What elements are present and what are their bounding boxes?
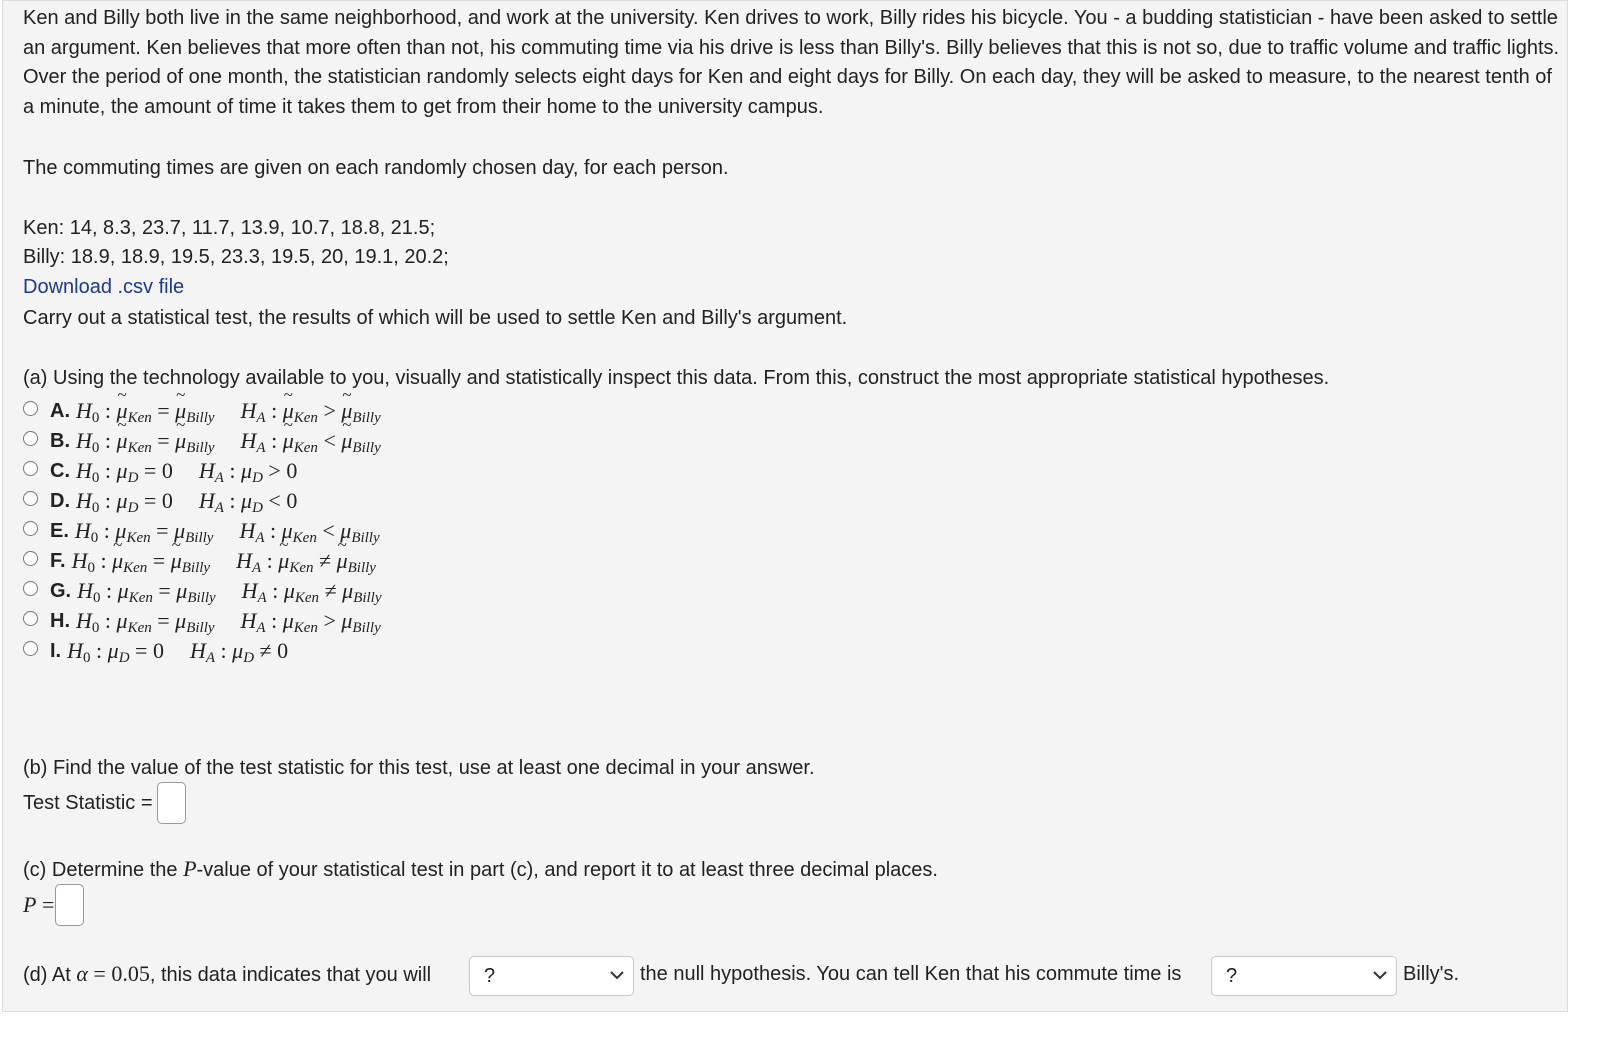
p-value-input[interactable] xyxy=(55,884,84,926)
option-i[interactable] xyxy=(23,636,288,666)
chevron-down-icon xyxy=(609,969,625,981)
download-csv-link[interactable]: Download .csv file xyxy=(23,276,185,298)
option-g-hypotheses: $H_0$ : $\mu_{Ken} = \mu_{Billy}$ $H_A$ : $\mu_{Ken} \ne \mu_{Billy}$ xyxy=(77,578,382,606)
option-e-label: E. xyxy=(50,519,69,542)
option-e-hypotheses: $H_0$ : $\mu_{Ken} = \mu_{Billy}$ $H_A$ : $\mu_{Ken} < \mu_{Billy}$ xyxy=(74,518,380,546)
option-c[interactable] xyxy=(23,456,297,486)
option-g[interactable] xyxy=(23,576,382,606)
option-f-label: F. xyxy=(50,549,66,572)
part-b-prompt: (b) Find the value of the test statistic for this test, use at least one decimal in your answer. xyxy=(23,757,815,779)
option-g-label: G. xyxy=(50,579,72,602)
part-d-text-start: (d) At α = 0.05, this data indicates that you will xyxy=(23,961,432,986)
option-a-hypotheses: $H_0$ : ~ $\mu_{Ken}$ = ~ $\mu_{Billy}$ $H_A$ : ~ $\mu_{Ken}$ > ~ $\mu_{Billy}$ xyxy=(76,398,381,424)
ken-data: Ken: 14, 8.3, 23.7, 11.7, 13.9, 10.7, 18.8, 21.5; xyxy=(23,217,436,239)
part-c-prompt-end: -value of your statistical test in part (c), and report it to at least three decimal places. xyxy=(196,859,938,881)
option-d-label: D. xyxy=(50,489,70,512)
problem-intro: Ken and Billy both live in the same neighborhood, and work at the university. Ken drives to work, Billy rides his bicycle. You - a budding statistician - have been asked to settle an argument. Ken believes that more often than not, his commuting time via his drive is less than Billy's. Billy believes that this is not so, due to traffic volume and traffic lights. Over the period of one month, the statistician randomly selects eight days for Ken and eight days for Billy. On each day, they will be asked to measure, to the nearest tenth of a minute, the amount of time it takes them to get from their home to the university campus. xyxy=(23,7,1560,118)
option-d[interactable] xyxy=(23,486,297,516)
option-a-radio[interactable] xyxy=(23,401,38,416)
option-b-label: B. xyxy=(50,429,70,452)
part-d-text-middle: the null hypothesis. You can tell Ken that his commute time is xyxy=(640,963,1182,985)
option-b-radio[interactable] xyxy=(23,431,38,446)
test-statistic-row xyxy=(23,781,186,825)
option-h-label: H. xyxy=(50,609,70,632)
test-statistic-label: Test Statistic = xyxy=(23,792,153,814)
option-f[interactable] xyxy=(23,546,376,576)
question-panel xyxy=(2,0,1568,1012)
commute-comparison-value: ? xyxy=(1226,965,1238,987)
instruction: Carry out a statistical test, the results of which will be used to settle Ken and Billy's argument. xyxy=(23,307,848,329)
p-value-row xyxy=(23,883,84,927)
part-a-prompt: (a) Using the technology available to you, visually and statistically inspect this data. From this, construct the most appropriate statistical hypotheses. xyxy=(23,367,1330,389)
option-h-radio[interactable] xyxy=(23,611,38,626)
part-c-prompt: (c) Determine the P-value of your statistical test in part (c), and report it to at least three decimal places. xyxy=(23,856,938,881)
p-value-label: P = xyxy=(23,892,55,917)
option-c-hypotheses: $H_0$ : $\mu_D = 0$ $H_A$ : $\mu_D > 0$ xyxy=(76,458,298,486)
option-a[interactable] xyxy=(23,396,381,426)
billy-data: Billy: 18.9, 18.9, 19.5, 23.3, 19.5, 20, 19.1, 20.2; xyxy=(23,246,449,268)
option-c-label: C. xyxy=(50,459,70,482)
test-statistic-input[interactable] xyxy=(157,782,186,824)
option-i-radio[interactable] xyxy=(23,641,38,656)
option-c-radio[interactable] xyxy=(23,461,38,476)
option-a-label: A. xyxy=(50,399,70,422)
option-b[interactable] xyxy=(23,426,381,456)
option-h[interactable] xyxy=(23,606,381,636)
part-c-prompt-start: (c) Determine the xyxy=(23,859,184,881)
times-intro: The commuting times are given on each randomly chosen day, for each person. xyxy=(23,157,729,179)
option-g-radio[interactable] xyxy=(23,581,38,596)
reject-decision-value: ? xyxy=(484,965,496,987)
option-e-radio[interactable] xyxy=(23,521,38,536)
option-e[interactable] xyxy=(23,516,380,546)
chevron-down-icon xyxy=(1372,969,1388,981)
option-b-hypotheses: $H_0$ : ~ $\mu_{Ken}$ = ~ $\mu_{Billy}$ $H_A$ : ~ $\mu_{Ken}$ < ~ $\mu_{Billy}$ xyxy=(76,428,381,454)
option-f-hypotheses: $H_0$ : ~ $\mu_{Ken}$ = ~ $\mu_{Billy}$ $H_A$ : ~ $\mu_{Ken}$ ≠ ~ $\mu_{Billy}$ xyxy=(72,548,376,574)
option-d-hypotheses: $H_0$ : $\mu_D = 0$ $H_A$ : $\mu_D < 0$ xyxy=(76,488,298,516)
option-f-radio[interactable] xyxy=(23,551,38,566)
option-h-hypotheses: $H_0$ : $\mu_{Ken} = \mu_{Billy}$ $H_A$ : $\mu_{Ken} > \mu_{Billy}$ xyxy=(76,608,381,636)
reject-decision-select[interactable] xyxy=(469,956,634,996)
option-i-hypotheses: $H_0$ : $\mu_D = 0$ $H_A$ : $\mu_D \ne 0$ xyxy=(67,638,289,666)
option-d-radio[interactable] xyxy=(23,491,38,506)
part-d-text-end: Billy's. xyxy=(1403,963,1460,985)
option-i-label: I. xyxy=(50,639,62,662)
commute-comparison-select[interactable] xyxy=(1211,956,1397,996)
